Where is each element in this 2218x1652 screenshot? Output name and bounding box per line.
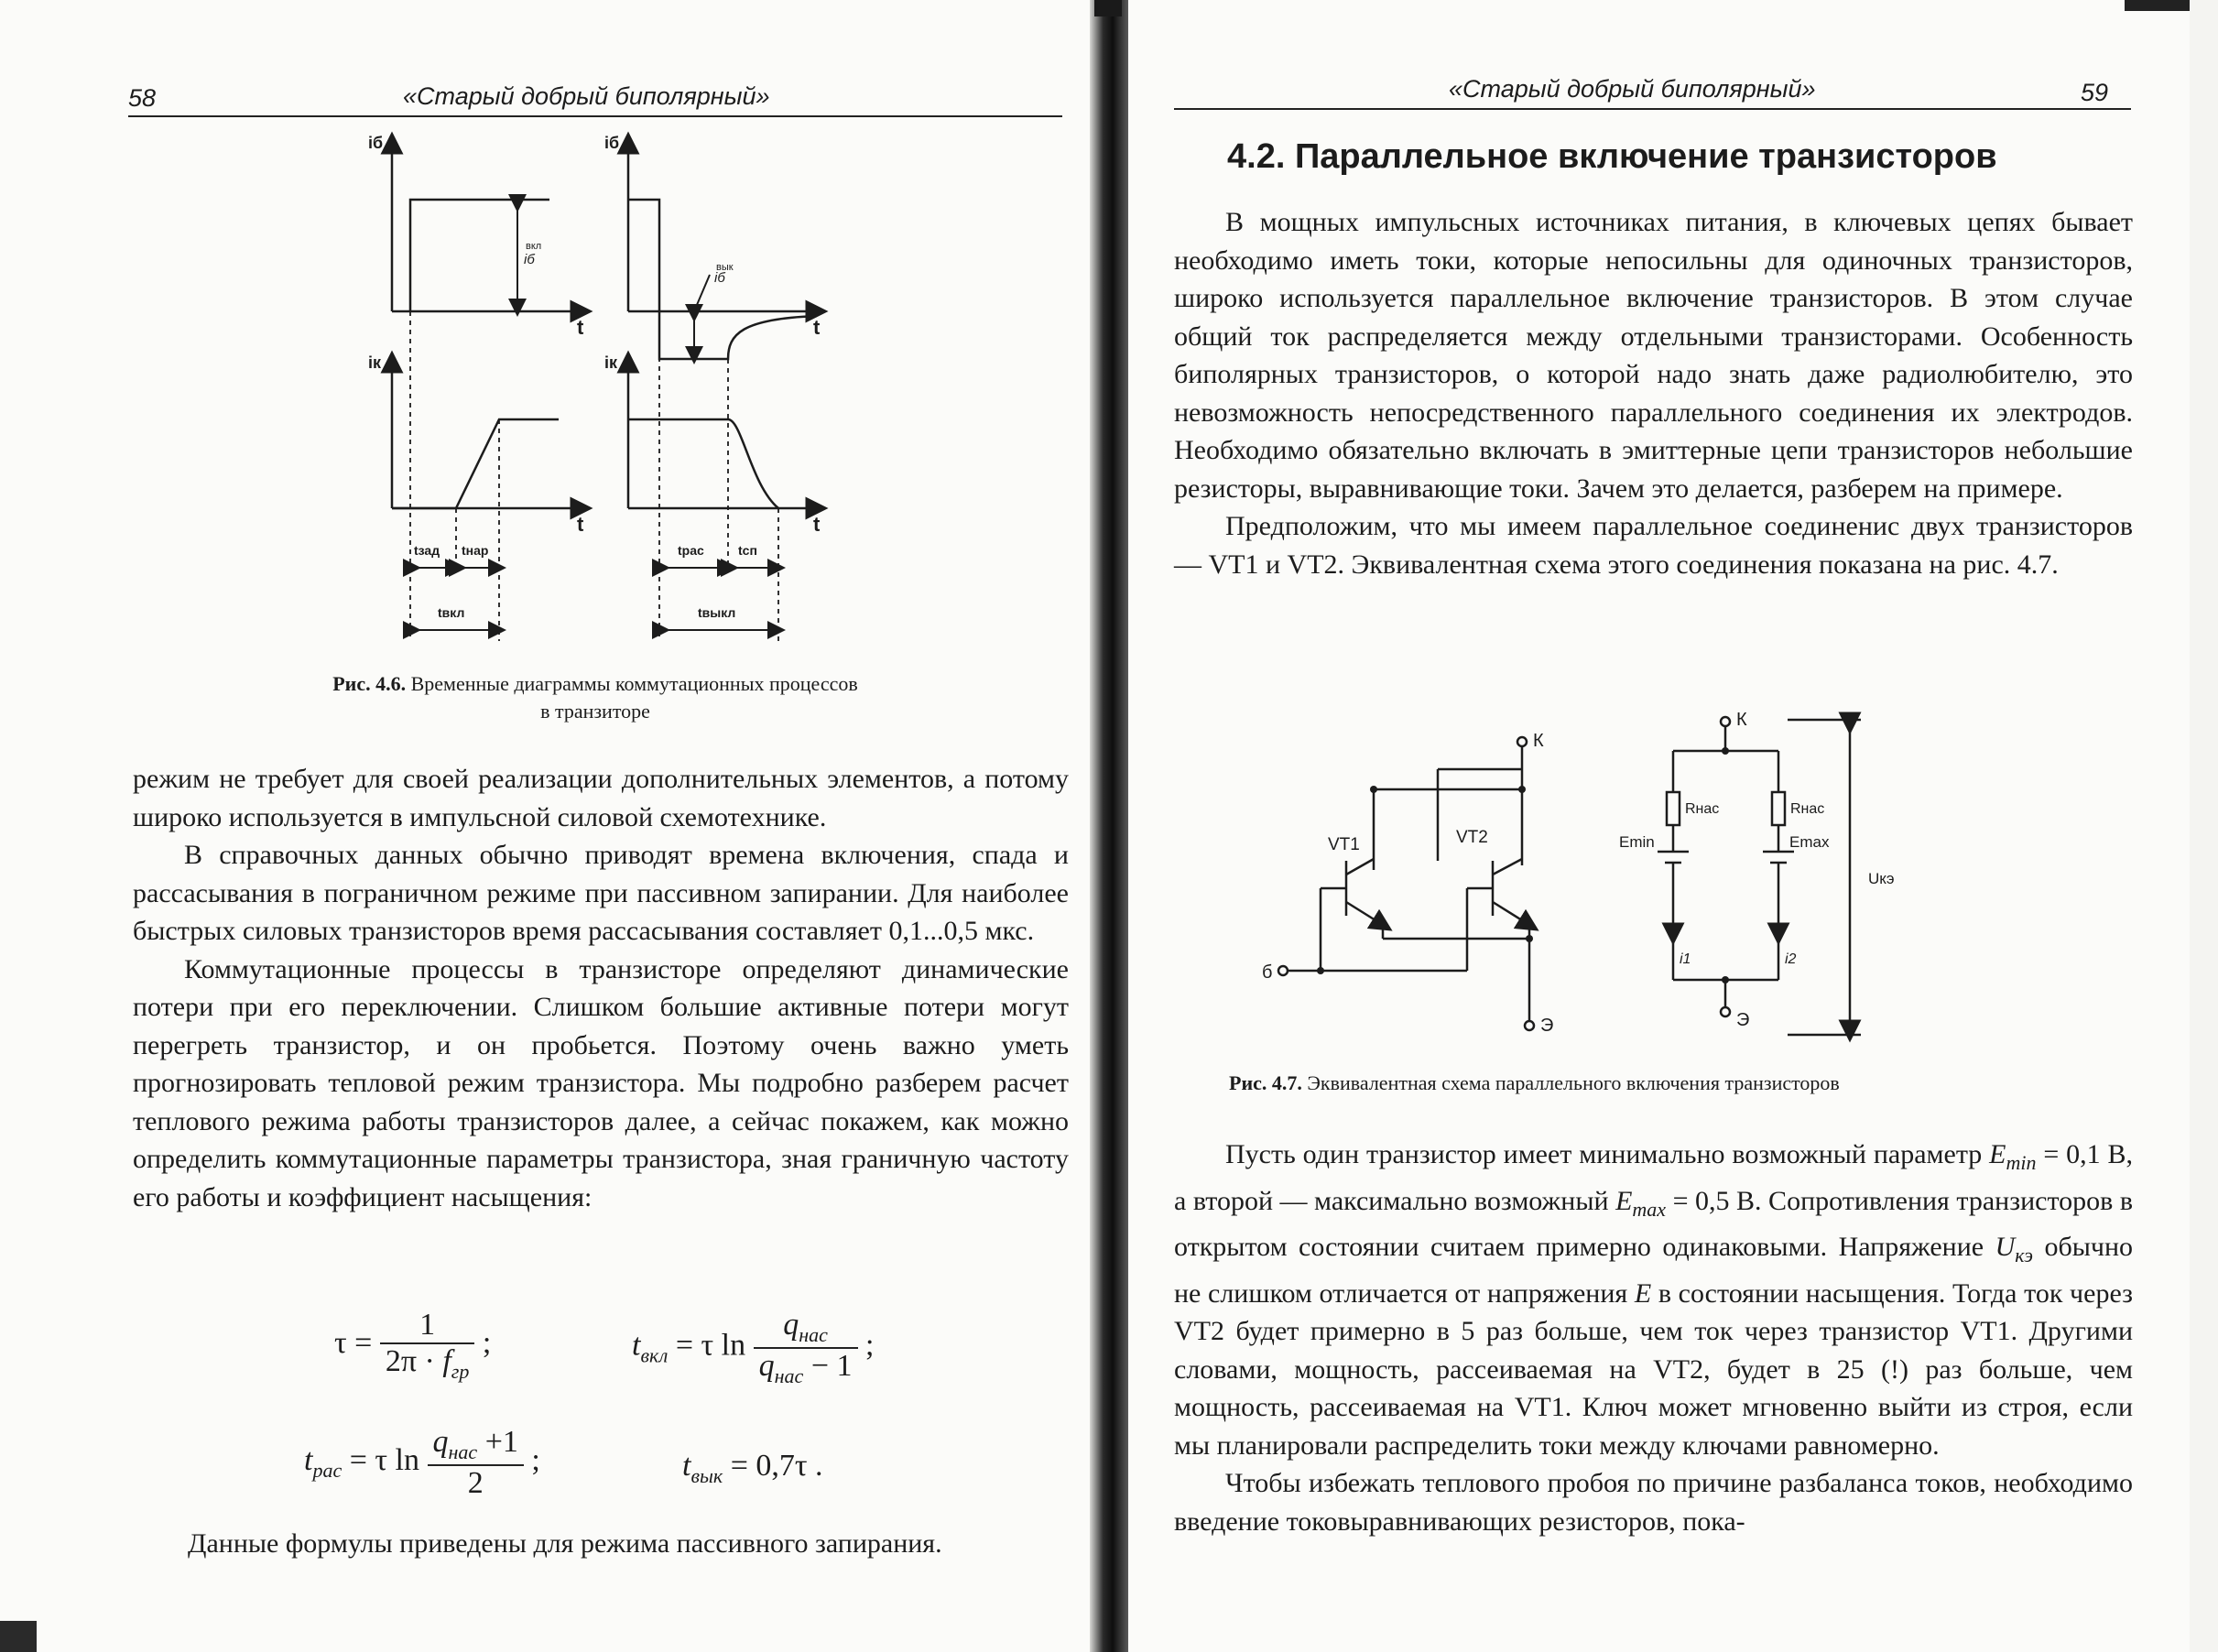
paragraph-r1: В мощных импульсных источниках питания, в ключевых цепях бывает необходимо иметь токи, которые непосильны для одиночных транзисторов, широко используется параллельное включение транзисторов. В этом случае общий ток распределяется между отдельными транзисторами. Особенность биполярных транзисторов, о которой надо знать даже радиолюбителю, это невозможность непосредственного параллельного соединения их электродов. Необходимо обязательно включать в эмиттерные цепи транзисторов небольшие резисторы, выравнивающие токи. Зачем это делается, разберем на примере. <box>1174 207 2133 504</box>
label-vt2: VT2 <box>1456 828 1488 847</box>
running-header: «Старый добрый биполярный» <box>403 82 770 110</box>
label-uke: Uкэ <box>1868 870 1895 887</box>
label-rnas-2: Rнас <box>1790 801 1825 817</box>
axis-label-ib-2: iб <box>604 134 620 152</box>
axis-label-t3: t <box>577 513 584 536</box>
label-rnas-1: Rнас <box>1685 801 1720 817</box>
section-heading: 4.2. Параллельное включение транзисторов <box>1227 137 1997 176</box>
spine-shadow-top <box>1094 0 1122 16</box>
figure-4-7-caption <box>1174 1070 2218 1097</box>
label-t-vkl: tвкл <box>438 605 465 620</box>
label-ib-on-sup: вкл <box>526 241 542 252</box>
label-i1: i1 <box>1680 951 1691 967</box>
paragraph-r4: Чтобы избежать теплового пробоя по причине разбаланса токов, необходимо введение токовыравнивающих резисторов, пока- <box>1174 1468 2133 1537</box>
label-t-sp: tсп <box>738 543 757 558</box>
caption-text-r: Эквивалентная схема параллельного включения транзисторов <box>1307 1071 1840 1094</box>
formula-t-vkl: $t_{вкл} = \tau$ ln $\frac{q_{нас}}{q_{нас} - 1}$ ; <box>632 1308 875 1387</box>
label-t-nar: tнар <box>462 543 489 558</box>
axis-label-t1: t <box>577 316 584 339</box>
figure-4-6-caption <box>128 670 1062 725</box>
label-t-ras: tрас <box>678 543 704 558</box>
closing-text: Данные формулы приведены для режима пассивного запирания. <box>188 1528 942 1559</box>
label-ib-off: iб <box>714 270 725 286</box>
formula-t-ras: $t_{рас} = \tau$ ln $\frac{q_{нас} +1}{2}$ ; <box>304 1425 540 1500</box>
axis-label-t4: t <box>813 513 821 536</box>
label-ib-on: iб <box>524 252 535 267</box>
axis-label-ik: iк <box>368 353 382 372</box>
label-vt1: VT1 <box>1328 835 1360 854</box>
header-rule-right <box>1174 108 2131 110</box>
label-k2: К <box>1736 710 1747 730</box>
caption-text: Временные диаграммы коммутационных процессов <box>410 672 858 695</box>
label-k: К <box>1533 731 1544 751</box>
label-emax: Emax <box>1789 833 1830 851</box>
label-e: Э <box>1540 1016 1554 1036</box>
left-page <box>0 0 1090 1652</box>
figure-4-6-timing-diagram <box>348 128 861 650</box>
formula-t-vyk: $t_{вык} = 0,7\tau$ . <box>682 1449 823 1487</box>
paragraph-2: В справочных данных обычно приводят времена включения, спада и рассасывания в пограничном режиме при пассивном запирании. Для наиболее быстрых силовых транзисторов время рассасывания составляет 0,1...0,5 мкс. <box>133 840 1069 946</box>
label-i2: i2 <box>1785 951 1797 967</box>
paragraph-r2: Предположим, что мы имеем параллельное соединенис двух транзисторов — VT1 и VT2. Эквивалентная схема этого соединения показана на рис. 4.7. <box>1174 511 2133 580</box>
label-emin: Emin <box>1619 833 1655 851</box>
axis-label-t2: t <box>813 316 821 339</box>
body-text <box>133 760 1069 1216</box>
label-b: б <box>1262 962 1273 983</box>
scan-edge-top-right <box>2125 0 2190 11</box>
page-number: 58 <box>128 84 157 112</box>
label-t-zad: tзад <box>414 543 440 558</box>
paragraph-r3: Пусть один транзистор имеет минимально возможный параметр $E_{min} = 0,1$ В, а второй — максимально возможный $E_{max} = 0,5$ В. Сопротивления транзисторов в открытом состоянии считаем примерно одинаковыми. Напряжение $U_{кэ}$ обычно не слишком отличается от напряжения E в состоянии насыщения. Тогда ток через VT2 будет примерно в 5 раз больше, чем ток через транзистор VT1. Другими словами, мощность, рассеиваемая на VT2, будет в 25 (!) раз больше, чем мощность, рассеиваемая на VT1. Ключ может мгновенно выйти из строя, если мы планировали распределить токи между ключами равномерно. <box>1174 1139 2134 1461</box>
caption-label-r: Рис. 4.7. <box>1229 1071 1302 1094</box>
body-text-right-bottom <box>1174 1136 2133 1540</box>
scan-edge-bottom-left <box>0 1621 37 1652</box>
running-header-right: «Старый добрый биполярный» <box>1449 75 1816 103</box>
figure-4-7-circuit <box>1262 705 2099 1053</box>
body-text-right-top <box>1174 203 2133 583</box>
label-t-vykl: tвыкл <box>698 605 736 620</box>
caption-text-2: в транзиторе <box>540 700 650 723</box>
formula-tau: τ = $\frac{1}{2\pi \cdot f_{гр}}$ ; <box>334 1308 492 1383</box>
page-number-right: 59 <box>2081 79 2109 106</box>
paragraph-1: режим не требует для своей реализации дополнительных элементов, а потому широко используется в импульсной силовой схемотехнике. <box>133 764 1069 832</box>
label-ib-off-sup: вык <box>716 262 734 273</box>
right-page <box>1128 0 2190 1652</box>
header-rule <box>128 115 1062 117</box>
paragraph-3: Коммутационные процессы в транзисторе определяют динамические потери при его переключении. Слишком большие активные потери могут перегреть транзистор, и он пробьется. Поэтому очень важно уметь прогнозировать тепловой режим транзистора. Мы подробно разберем расчет теплового режима работы транзисторов далее, а сейчас покажем, как можно определить коммутационные параметры транзистора, зная граничную частоту его работы и коэффициент насыщения: <box>133 953 1069 1212</box>
caption-label: Рис. 4.6. <box>332 672 407 695</box>
axis-label-ik-2: iк <box>604 353 618 372</box>
axis-label-ib: iб <box>368 134 384 152</box>
book-spine <box>1090 0 1128 1652</box>
label-e2: Э <box>1736 1010 1750 1030</box>
